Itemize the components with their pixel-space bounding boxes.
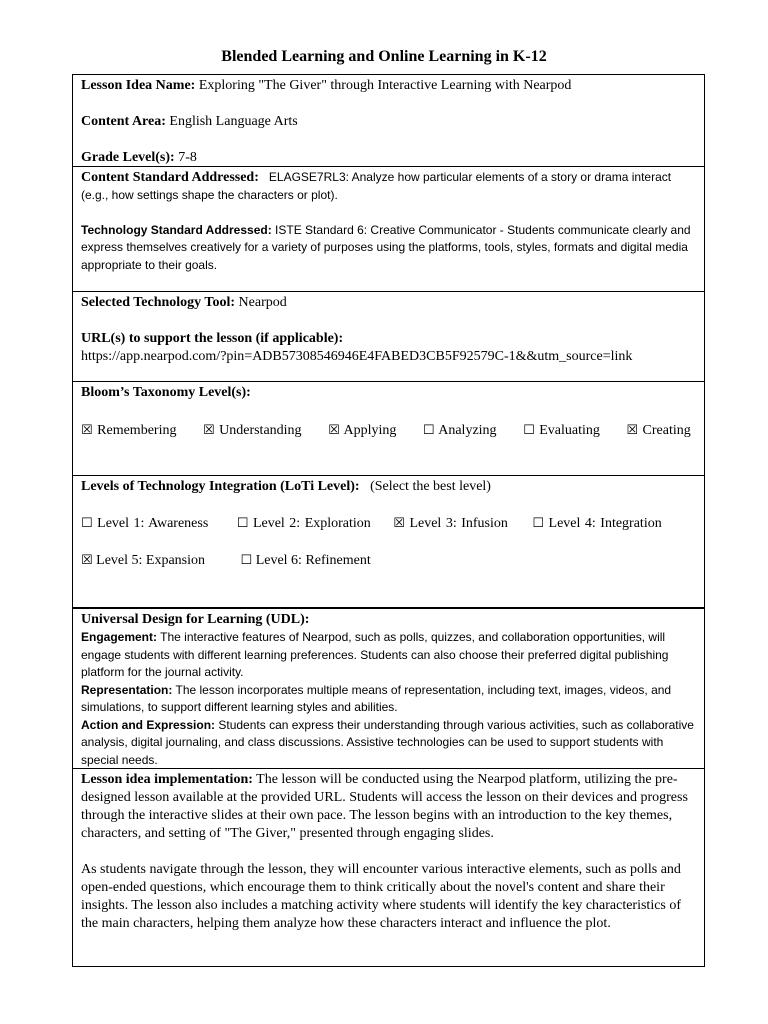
content-area-label: Content Area: [81, 114, 166, 129]
loti-level-cell [73, 476, 704, 609]
loti-option-level-2[interactable]: ☐ Level 2: Exploration [236, 516, 371, 531]
lesson-info-cell [73, 75, 704, 167]
blooms-taxonomy-cell [73, 382, 704, 476]
lesson-plan-table [72, 74, 705, 967]
standards-cell [73, 167, 704, 292]
lesson-name-label: Lesson Idea Name: [81, 78, 196, 93]
checkbox-unchecked-icon: ☐ [523, 423, 535, 438]
loti-label: Levels of Technology Integration (LoTi Level): [81, 479, 360, 494]
udl-engagement-label: Engagement: [81, 630, 158, 644]
udl-action-value: Students can express their understanding through various activities, such as collaborative analysis, digital journaling, and class discussions. Assistive technologies can be used to support students with special needs. [81, 717, 694, 767]
blooms-option-understanding[interactable]: ☒ Understanding [202, 423, 302, 438]
loti-hint: (Select the best level) [370, 479, 491, 494]
checkbox-checked-icon: ☒ [393, 516, 405, 531]
udl-label: Universal Design for Learning (UDL): [81, 612, 310, 627]
technology-standard-value: ISTE Standard 6: Creative Communicator - Students communicate clearly and express themselves creatively for a variety of purposes using the platforms, tools, styles, formats and digital media appropriate to their goals. [81, 222, 691, 272]
blooms-option-creating[interactable]: ☒ Creating [626, 423, 691, 438]
blooms-option-analyzing[interactable]: ☐ Analyzing [422, 423, 497, 438]
grade-level-value: 7-8 [178, 150, 197, 165]
implementation-paragraph-2: As students navigate through the lesson, they will encounter various interactive elements, such as polls and open-ended questions, which encourage them to think critically about the novel's content and share their insights. The lesson also includes a matching activity where students will identify the key characteristics of the main characters, helping them analyze how these characters interact and influence the plot. [81, 862, 682, 931]
checkbox-checked-icon: ☒ [81, 553, 93, 568]
technology-standard-label: Technology Standard Addressed: [81, 222, 272, 237]
technology-tool-label: Selected Technology Tool: [81, 295, 236, 310]
udl-action-label: Action and Expression: [81, 717, 216, 732]
checkbox-unchecked-icon: ☐ [236, 516, 249, 531]
udl-cell [73, 609, 704, 769]
blooms-option-applying[interactable]: ☒ Applying [328, 423, 397, 438]
page-title: Blended Learning and Online Learning in K-12 [221, 48, 547, 65]
loti-option-level-4[interactable]: ☐ Level 4: Integration [532, 516, 662, 531]
blooms-option-remembering[interactable]: ☒ Remembering [81, 423, 177, 438]
udl-engagement-value: The interactive features of Nearpod, such as polls, quizzes, and collaboration opportunities, will engage students with different learning preferences. Students can also choose their preferred digital publishing platform for the journal activity. [81, 630, 669, 679]
content-standard-label: Content Standard Addressed: [81, 170, 259, 185]
url-label: URL(s) to support the lesson (if applicable): [81, 331, 344, 346]
loti-option-level-3[interactable]: ☒ Level 3: Infusion [393, 516, 508, 531]
loti-option-level-5[interactable]: ☒ Level 5: Expansion [81, 553, 206, 568]
checkbox-checked-icon: ☒ [626, 423, 639, 438]
blooms-option-evaluating[interactable]: ☐ Evaluating [523, 423, 600, 438]
checkbox-unchecked-icon: ☐ [81, 516, 93, 531]
implementation-paragraph-1: The lesson will be conducted using the Nearpod platform, utilizing the pre-designed lesson available at the provided URL. Students will access the lesson on their devices and progress through the interactive slides at their own pace. The lesson begins with an introduction to the key themes, characters, and setting of "The Giver," presented through engaging slides. [81, 772, 688, 841]
udl-representation-label: Representation: [81, 682, 173, 697]
lesson-url-link[interactable]: https://app.nearpod.com/?pin=ADB57308546946E4FABED3CB5F92579C-1&&utm_source=link [81, 349, 633, 364]
technology-tool-value: Nearpod [238, 295, 287, 310]
blooms-label: Bloom’s Taxonomy Level(s): [81, 385, 251, 400]
loti-option-level-1[interactable]: ☐ Level 1: Awareness [81, 516, 209, 531]
loti-option-level-6[interactable]: ☐ Level 6: Refinement [240, 553, 371, 568]
implementation-label: Lesson idea implementation: [81, 772, 253, 787]
grade-level-label: Grade Level(s): [81, 150, 175, 165]
content-area-value: English Language Arts [169, 114, 298, 129]
checkbox-unchecked-icon: ☐ [532, 516, 545, 531]
checkbox-unchecked-icon: ☐ [422, 423, 435, 438]
checkbox-checked-icon: ☒ [81, 423, 93, 438]
technology-tool-cell [73, 292, 704, 382]
checkbox-checked-icon: ☒ [328, 423, 340, 438]
checkbox-checked-icon: ☒ [202, 423, 215, 438]
lesson-name-value: Exploring "The Giver" through Interactive Learning with Nearpod [198, 78, 572, 93]
checkbox-unchecked-icon: ☐ [240, 553, 253, 568]
implementation-cell [73, 769, 704, 966]
content-standard-value: ELAGSE7RL3: Analyze how particular elements of a story or drama interact (e.g., how settings shape the characters or plot). [81, 170, 672, 202]
udl-representation-value: The lesson incorporates multiple means of representation, including text, images, videos, and simulations, to support different learning styles and abilities. [81, 682, 672, 714]
